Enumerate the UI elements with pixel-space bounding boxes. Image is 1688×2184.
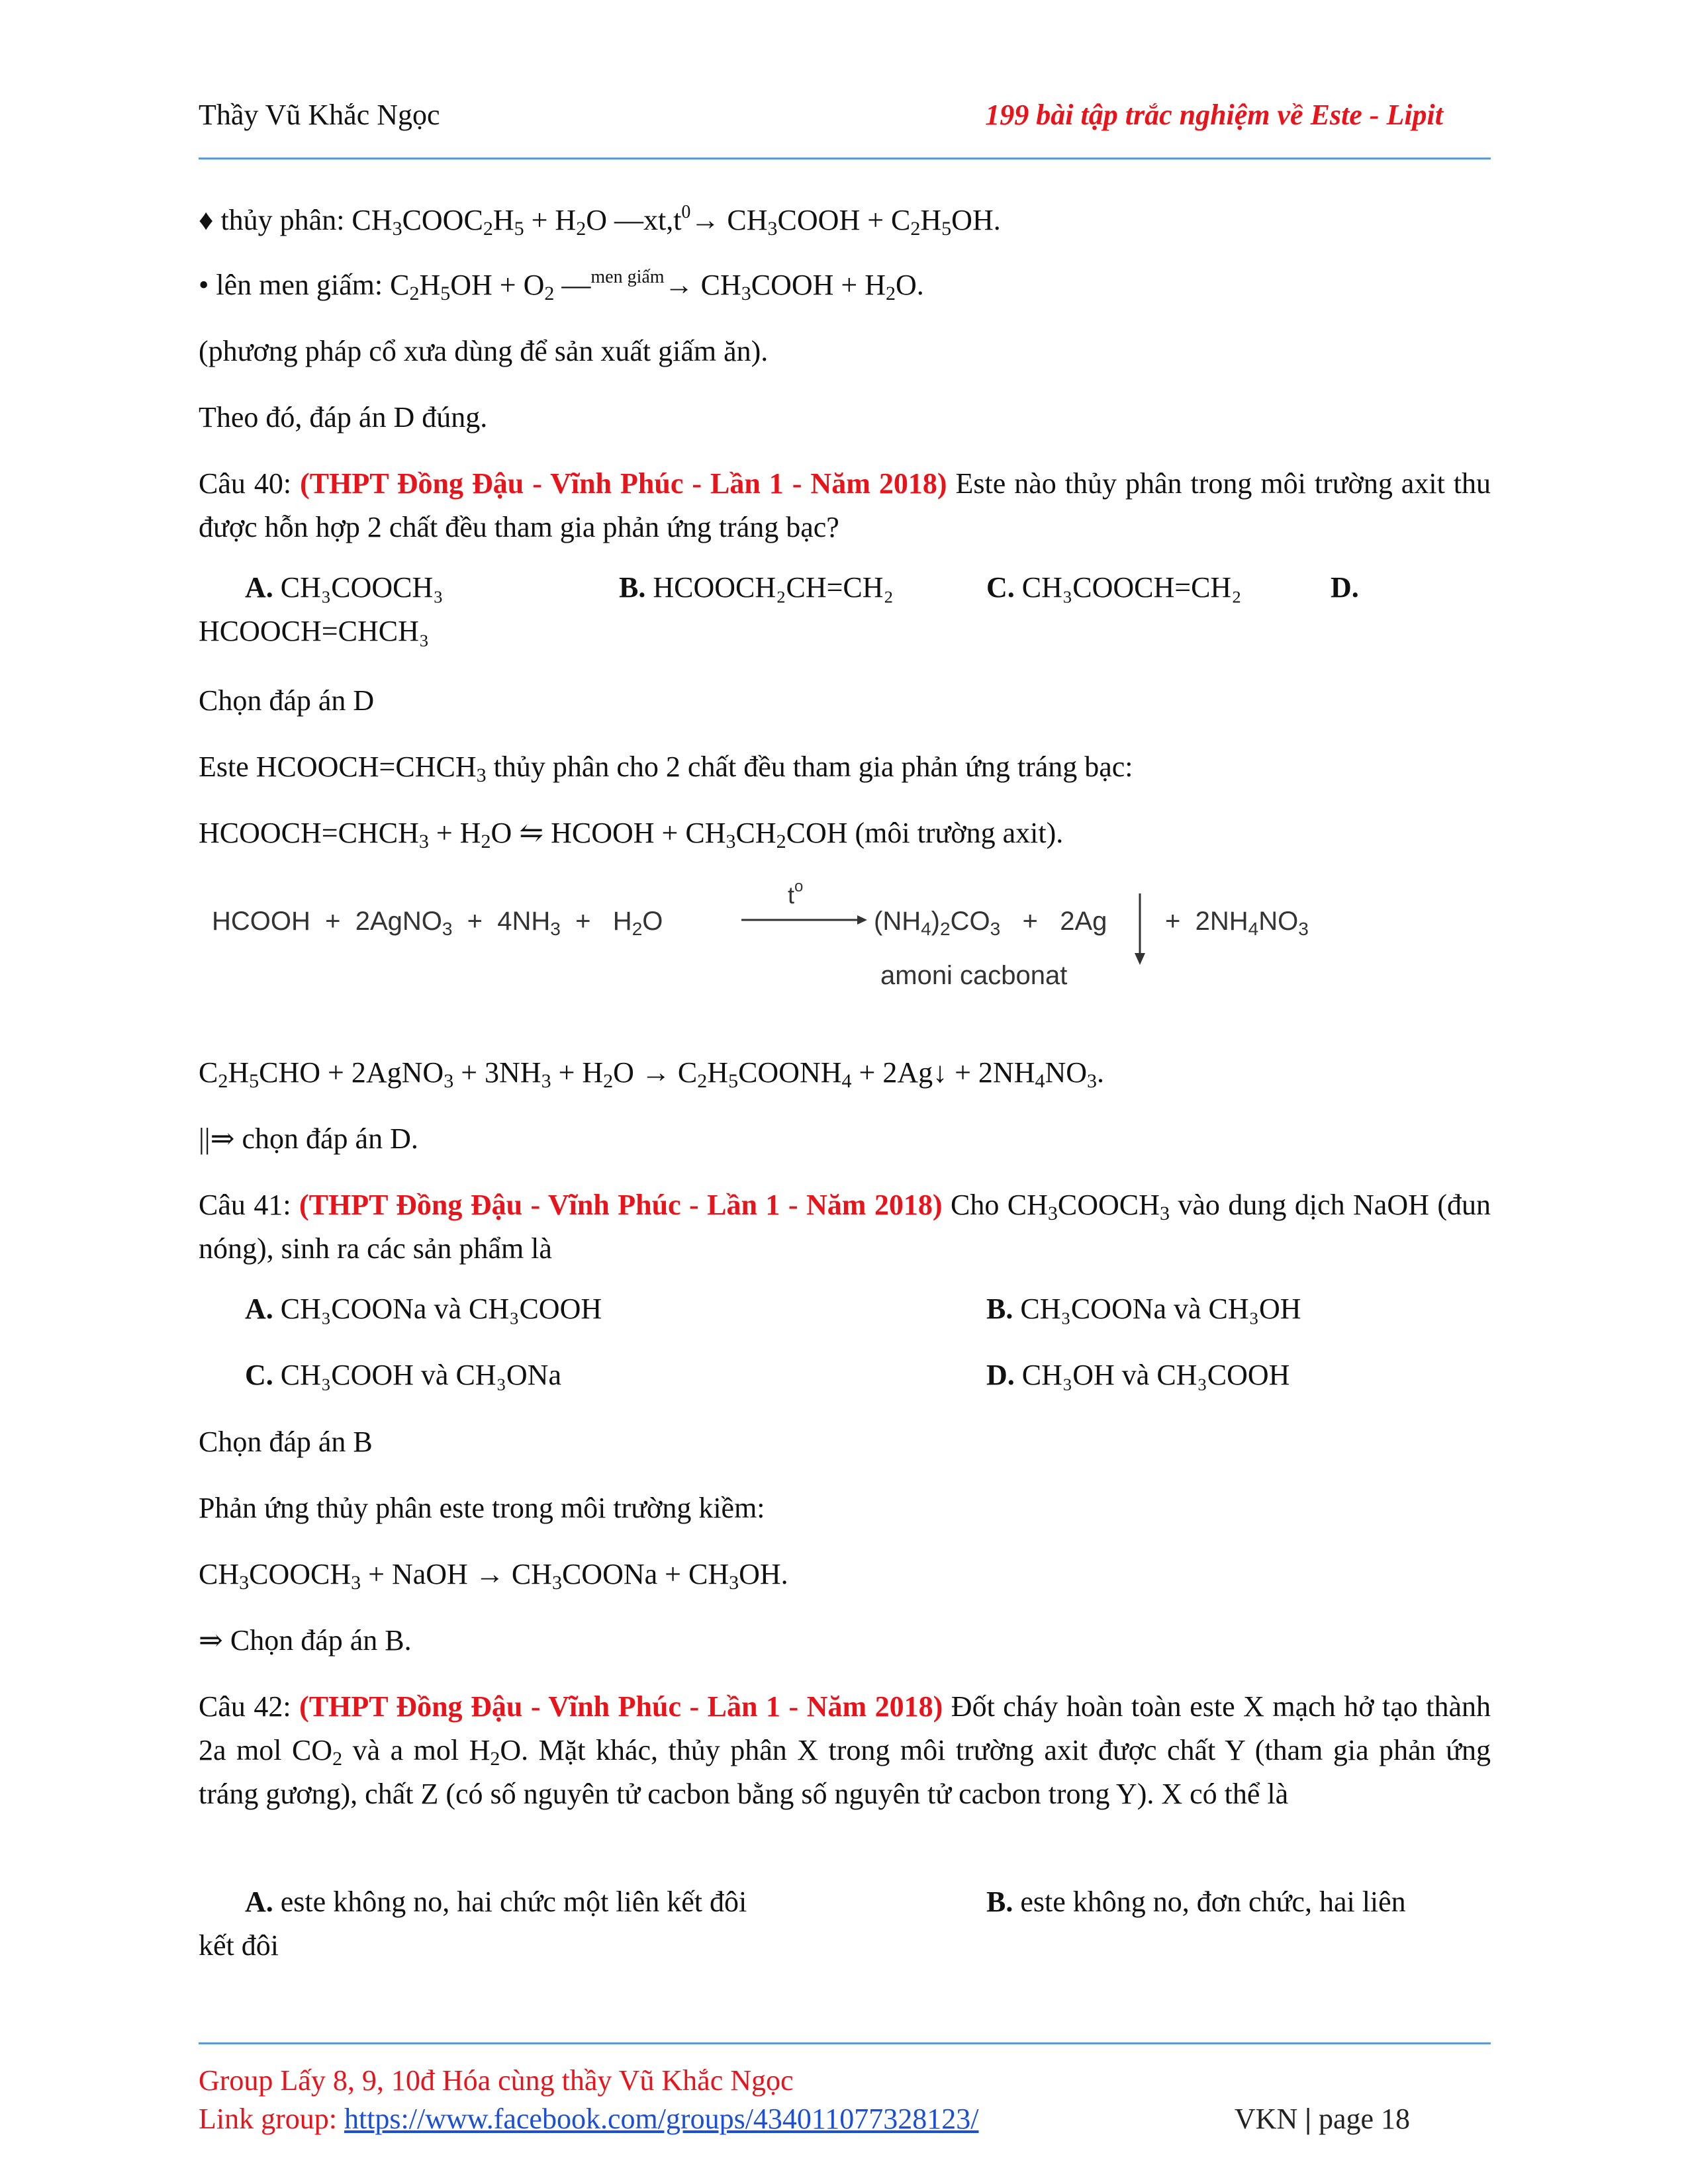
hydrolysis-equation: ♦ thủy phân: $CH_3COOC_2H_5 + H_2O$ $—xt,t^0\to$ $CH_3COOH + C_2H_5OH$. xyxy=(199,202,1001,240)
q41-option-a: A. CH₃COONa và CH₃COOH xyxy=(245,1293,602,1325)
header-author: Thầy Vũ Khắc Ngọc xyxy=(199,99,440,131)
group-link[interactable]: https://www.facebook.com/groups/434011077328123/ xyxy=(344,2103,979,2135)
question-40: Câu 40: (THPT Đồng Đậu - Vĩnh Phúc - Lần 1 - Năm 2018) Este nào thủy phân trong môi trường axit thu được hỗn hợp 2 chất đều tham gia phản ứng tráng bạc? xyxy=(199,467,1491,543)
q41-answer: Chọn đáp án B xyxy=(199,1426,373,1458)
q40-conclusion: ||⇒ chọn đáp án D. xyxy=(199,1122,418,1155)
propanal-equation: $C_2H_5CHO$ + 2AgNO$_3$ + $3NH_3 + H_2O$ → $C_2H_5COONH_4$ + 2Ag↓ + $2NH_4NO_3$. xyxy=(199,1056,1105,1092)
q40-option-c: C. CH₃COOCH=CH₂ xyxy=(986,571,1242,604)
footer-group: Group Lấy 8, 9, 10đ Hóa cùng thầy Vũ Khắc Ngọc xyxy=(199,2064,794,2097)
q40-option-d-letter: D. xyxy=(1331,571,1359,604)
reaction-byproduct: + $2NH_4NO_3$ xyxy=(1165,907,1309,939)
q40-option-a: A. CH₃COOCH₃ xyxy=(245,571,444,604)
reaction-condition: $t^o$ xyxy=(788,878,804,909)
q42-option-b-cont: kết đôi xyxy=(199,1929,279,1962)
note-line: (phương pháp cổ xưa dùng để sản xuất giấm ăn). xyxy=(199,335,769,367)
q40-explanation: Este $HCOOCH=CHCH_3$ thủy phân cho 2 chất đều tham gia phản ứng tráng bạc: xyxy=(199,751,1133,786)
q40-option-b: B. HCOOCH₂CH=CH₂ xyxy=(619,571,894,604)
q40-option-d-text: HCOOCH=CHCH₃ xyxy=(199,615,430,647)
q41-conclusion: ⇒ Chọn đáp án B. xyxy=(199,1624,412,1657)
q41-option-c: C. CH₃COOH và CH₃ONa xyxy=(245,1359,561,1391)
question-42: Câu 42: (THPT Đồng Đậu - Vĩnh Phúc - Lần 1 - Năm 2018) Đốt cháy hoàn toàn este X mạch hở tạo thành 2a mol $CO_2$ và a mol $H_2O$. Mặt khác, thủy phân X trong môi trường axit được chất Y (tham gia phản ứng tráng gương), chất Z (có số nguyên tử cacbon bằng số nguyên tử cacbon trong Y). X có thể là xyxy=(199,1690,1491,1810)
q42-option-a: A. este không no, hai chức một liên kết đôi xyxy=(245,1886,747,1918)
q42-option-b: B. este không no, đơn chức, hai liên xyxy=(986,1886,1406,1918)
reaction-reactants: HCOOH + 2AgNO$_3$ + $4NH_3 + H_2O$ xyxy=(212,907,663,939)
header-rule xyxy=(199,158,1491,159)
footer-link-line: Link group: https://www.facebook.com/groups/434011077328123/ xyxy=(199,2103,979,2135)
reaction-arrow-icon xyxy=(741,913,867,927)
fermentation-equation: • lên men giấm: $C_2H_5OH + O_2$ —$^{men giấm}$→ $CH_3COOH + H_2O$. xyxy=(199,267,924,304)
footer-rule xyxy=(199,2042,1491,2044)
page-number: VKN | page 18 xyxy=(1234,2103,1410,2135)
reaction-products: $(NH_4)_2CO_3 + 2Ag$ xyxy=(874,907,1107,939)
q40-answer: Chọn đáp án D xyxy=(199,684,375,717)
q40-equation: $HCOOCH=CHCH_3 + H_2O$ ⇋ HCOOH + $CH_3CH_2COH$ (môi trường axit). xyxy=(199,817,1064,852)
precipitate-arrow-icon xyxy=(1132,893,1148,966)
q41-equation: $CH_3COOCH_3$ + NaOH → $CH_3COONa + CH_3OH$. xyxy=(199,1558,788,1594)
reaction-label: amoni cacbonat xyxy=(880,961,1068,990)
question-41: Câu 41: (THPT Đồng Đậu - Vĩnh Phúc - Lần 1 - Năm 2018) Cho $CH_3COOCH_3$ vào dung dịch NaOH (đun nóng), sinh ra các sản phẩm là xyxy=(199,1189,1491,1265)
q41-option-b: B. CH₃COONa và CH₃OH xyxy=(986,1293,1301,1325)
header-title: 199 bài tập trắc nghiệm về Este - Lipit xyxy=(985,99,1443,131)
silver-mirror-reaction-figure xyxy=(212,878,1350,1006)
q41-option-d: D. CH₃OH và CH₃COOH xyxy=(986,1359,1290,1391)
q41-explanation: Phản ứng thủy phân este trong môi trường kiềm: xyxy=(199,1492,765,1524)
conclusion-line: Theo đó, đáp án D đúng. xyxy=(199,401,488,433)
